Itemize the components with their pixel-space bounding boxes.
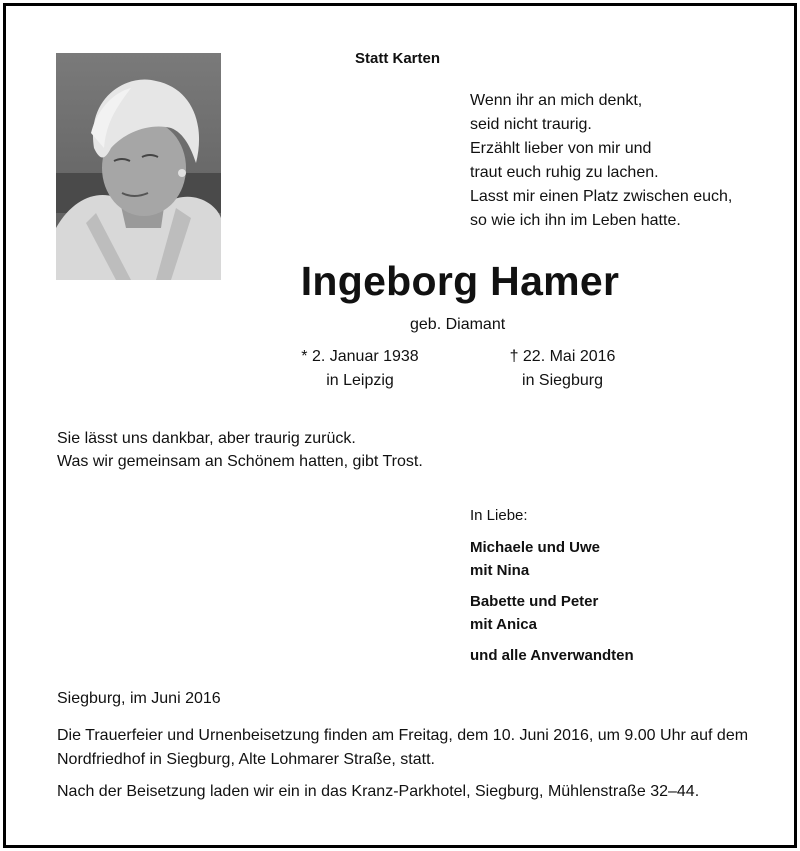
portrait-photo [56,53,221,280]
birth-info [300,345,420,393]
birth-date: * 2. Januar 1938 [301,348,419,365]
portrait-illustration [56,53,221,280]
poem-line: traut euch ruhig zu lachen. [470,164,659,181]
family-group [470,536,634,582]
death-date: † 22. Mai 2016 [509,348,616,365]
death-info [505,345,620,393]
header-label: Statt Karten [355,50,441,67]
maiden-name: geb. Diamant [410,316,506,333]
family-line: mit Nina [470,562,530,579]
family-line: Babette und Peter [470,593,599,610]
family-line: und alle Anverwandten [470,647,634,664]
poem-line: Lasst mir einen Platz zwischen euch, [470,188,733,205]
family-signature [470,507,634,675]
reception-details: Nach der Beisetzung laden wir ein in das Kranz-Parkhotel, Siegburg, Mühlenstraße 32–44. [57,783,700,800]
funeral-details: Die Trauerfeier und Urnenbeisetzung finden am Freitag, dem 10. Juni 2016, um 9.00 Uhr auf dem Nordfriedhof in Siegburg, Alte Lohmarer Straße, statt. [57,727,749,768]
message [57,427,423,473]
death-place: in Siegburg [522,372,603,389]
family-line: Michaele und Uwe [470,539,601,556]
birth-place: in Leipzig [326,372,394,389]
place-date: Siegburg, im Juni 2016 [57,690,221,707]
poem-line: so wie ich ihn im Leben hatte. [470,212,681,229]
poem-line: Erzählt lieber von mir und [470,140,652,157]
family-intro: In Liebe: [470,507,528,524]
family-group [470,590,634,636]
family-line: mit Anica [470,616,537,633]
poem [470,89,732,233]
message-line: Was wir gemeinsam an Schönem hatten, gibt Trost. [57,453,423,470]
family-group [470,644,634,667]
poem-line: Wenn ihr an mich denkt, [470,92,643,109]
message-line: Sie lässt uns dankbar, aber traurig zurück. [57,430,356,447]
poem-line: seid nicht traurig. [470,116,592,133]
deceased-name: Ingeborg Hamer [300,258,620,304]
